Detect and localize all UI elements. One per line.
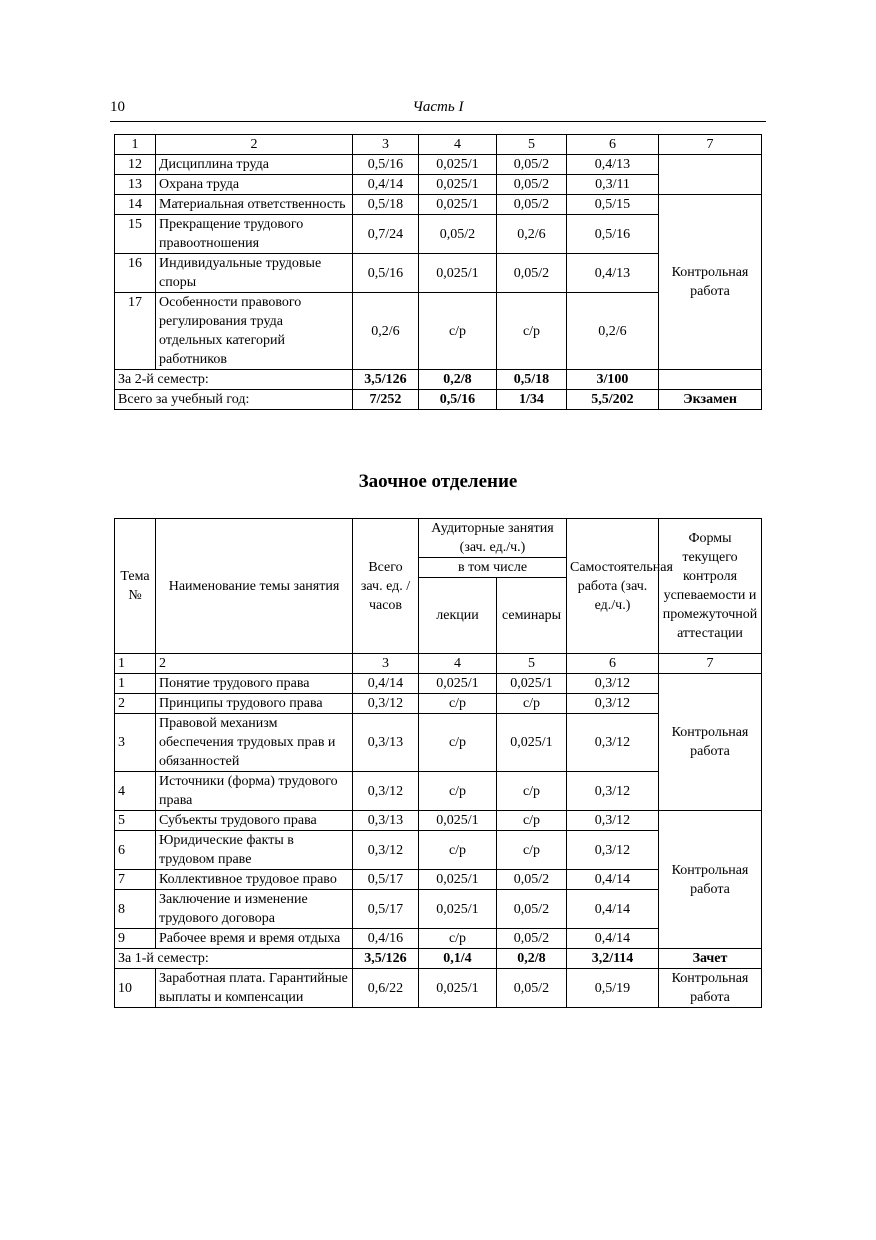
cell-lectures: с/р xyxy=(419,929,497,949)
cell-total: 0,3/12 xyxy=(353,831,419,870)
header-cell: 7 xyxy=(659,654,762,674)
control-form-cell-empty xyxy=(659,155,762,195)
topic-number: 14 xyxy=(115,195,156,215)
cell-seminars: 0,2/8 xyxy=(497,949,567,969)
cell-self-study: 0,3/12 xyxy=(567,811,659,831)
cell-seminars: с/р xyxy=(497,772,567,811)
cell-total: 0,4/16 xyxy=(353,929,419,949)
topic-number: 7 xyxy=(115,870,156,890)
cell-seminars: 0,05/2 xyxy=(497,155,567,175)
cell-seminars: 0,025/1 xyxy=(497,714,567,772)
header-lectures: лекции xyxy=(419,578,497,654)
cell-lectures: 0,025/1 xyxy=(419,155,497,175)
year-total-row xyxy=(115,390,762,410)
header-including: в том числе xyxy=(419,558,567,578)
cell-self-study: 0,3/12 xyxy=(567,714,659,772)
cell-total: 7/252 xyxy=(353,390,419,410)
header-classroom: Аудиторные занятия (зач. ед./ч.) xyxy=(419,519,567,558)
cell-lectures: с/р xyxy=(419,831,497,870)
cell-total: 0,5/17 xyxy=(353,890,419,929)
control-form-cell: Экзамен xyxy=(659,390,762,410)
cell-self-study: 0,4/14 xyxy=(567,890,659,929)
cell-self-study: 0,4/13 xyxy=(567,254,659,293)
table-row xyxy=(115,155,762,175)
control-form-cell: Контрольная работа xyxy=(659,195,762,370)
cell-lectures: 0,025/1 xyxy=(419,195,497,215)
year-label: Всего за учебный год: xyxy=(115,390,353,410)
cell-lectures: 0,5/16 xyxy=(419,390,497,410)
table-header-row xyxy=(115,135,762,155)
page-number: 10 xyxy=(110,99,125,115)
table-correspondence xyxy=(114,518,762,1008)
cell-seminars: 1/34 xyxy=(497,390,567,410)
cell-seminars: 0,05/2 xyxy=(497,929,567,949)
cell-self-study: 0,5/19 xyxy=(567,969,659,1008)
cell-seminars: с/р xyxy=(497,694,567,714)
header-seminars: семинары xyxy=(497,578,567,654)
topic-name: Понятие трудового права xyxy=(156,674,353,694)
topic-name: Правовой механизм обеспечения трудовых прав и обязанностей xyxy=(156,714,353,772)
control-form-cell: Контрольная работа xyxy=(659,811,762,949)
cell-seminars: 0,5/18 xyxy=(497,370,567,390)
control-form-cell: Контрольная работа xyxy=(659,969,762,1008)
topic-name: Юридические факты в трудовом праве xyxy=(156,831,353,870)
header-cell: 5 xyxy=(497,654,567,674)
cell-total: 0,3/13 xyxy=(353,714,419,772)
cell-self-study: 0,4/14 xyxy=(567,929,659,949)
topic-number: 9 xyxy=(115,929,156,949)
cell-lectures: 0,025/1 xyxy=(419,870,497,890)
cell-seminars: 0,2/6 xyxy=(497,215,567,254)
cell-seminars: 0,025/1 xyxy=(497,674,567,694)
header-cell: 6 xyxy=(567,135,659,155)
cell-total: 0,5/17 xyxy=(353,870,419,890)
table-row xyxy=(115,811,762,831)
topic-name: Индивидуальные трудовые споры xyxy=(156,254,353,293)
topic-name: Источники (форма) трудового права xyxy=(156,772,353,811)
topic-name: Охрана труда xyxy=(156,175,353,195)
cell-lectures: 0,025/1 xyxy=(419,969,497,1008)
cell-self-study: 0,2/6 xyxy=(567,293,659,370)
control-form-cell: Зачет xyxy=(659,949,762,969)
cell-seminars: 0,05/2 xyxy=(497,254,567,293)
semester-label: За 1-й семестр: xyxy=(115,949,353,969)
cell-lectures: 0,2/8 xyxy=(419,370,497,390)
topic-number: 17 xyxy=(115,293,156,370)
cell-seminars: 0,05/2 xyxy=(497,195,567,215)
header-self-study: Самостоятельная работа (зач. ед./ч.) xyxy=(567,519,659,654)
cell-self-study: 0,5/15 xyxy=(567,195,659,215)
header-cell: 4 xyxy=(419,654,497,674)
cell-lectures: с/р xyxy=(419,293,497,370)
cell-self-study: 0,3/12 xyxy=(567,831,659,870)
topic-number: 1 xyxy=(115,674,156,694)
table-row xyxy=(115,674,762,694)
header-cell: 2 xyxy=(156,135,353,155)
control-form-cell: Контрольная работа xyxy=(659,674,762,811)
cell-lectures: 0,1/4 xyxy=(419,949,497,969)
cell-self-study: 0,3/12 xyxy=(567,674,659,694)
cell-self-study: 0,3/12 xyxy=(567,694,659,714)
cell-total: 3,5/126 xyxy=(353,949,419,969)
table-row xyxy=(115,969,762,1008)
header-control-forms: Формы текущего контроля успеваемости и промежуточной аттестации xyxy=(659,519,762,654)
topic-number: 3 xyxy=(115,714,156,772)
header-cell: 3 xyxy=(353,654,419,674)
topic-name: Рабочее время и время отдыха xyxy=(156,929,353,949)
cell-total: 3,5/126 xyxy=(353,370,419,390)
topic-number: 10 xyxy=(115,969,156,1008)
topic-number: 16 xyxy=(115,254,156,293)
header-topic-number: Тема № xyxy=(115,519,156,654)
header-cell: 5 xyxy=(497,135,567,155)
cell-seminars: с/р xyxy=(497,811,567,831)
topic-number: 15 xyxy=(115,215,156,254)
cell-lectures: 0,025/1 xyxy=(419,674,497,694)
cell-total: 0,3/13 xyxy=(353,811,419,831)
header-cell: 6 xyxy=(567,654,659,674)
topic-name: Особенности правового регулирования труда отдельных категорий работников xyxy=(156,293,353,370)
topic-name: Субъекты трудового права xyxy=(156,811,353,831)
cell-total: 0,6/22 xyxy=(353,969,419,1008)
cell-total: 0,3/12 xyxy=(353,694,419,714)
topic-number: 5 xyxy=(115,811,156,831)
cell-self-study: 0,4/13 xyxy=(567,155,659,175)
section-title: Заочное отделение xyxy=(358,471,518,492)
cell-lectures: с/р xyxy=(419,694,497,714)
header-cell: 1 xyxy=(115,654,156,674)
cell-seminars: 0,05/2 xyxy=(497,890,567,929)
topic-number: 6 xyxy=(115,831,156,870)
header-cell: 7 xyxy=(659,135,762,155)
header-total: Всего зач. ед. /часов xyxy=(353,519,419,654)
table-full-time-continued xyxy=(114,134,762,410)
topic-number: 8 xyxy=(115,890,156,929)
cell-seminars: 0,05/2 xyxy=(497,175,567,195)
running-title: Часть I xyxy=(412,99,464,115)
cell-seminars: 0,05/2 xyxy=(497,870,567,890)
table-row xyxy=(115,195,762,215)
cell-self-study: 5,5/202 xyxy=(567,390,659,410)
cell-total: 0,7/24 xyxy=(353,215,419,254)
topic-number: 12 xyxy=(115,155,156,175)
topic-name: Принципы трудового права xyxy=(156,694,353,714)
column-number-row xyxy=(115,654,762,674)
topic-name: Прекращение трудового правоотношения xyxy=(156,215,353,254)
header-cell: 3 xyxy=(353,135,419,155)
topic-name: Дисциплина труда xyxy=(156,155,353,175)
cell-lectures: 0,025/1 xyxy=(419,811,497,831)
semester-total-row xyxy=(115,370,762,390)
cell-total: 0,5/18 xyxy=(353,195,419,215)
header-cell: 4 xyxy=(419,135,497,155)
cell-seminars: 0,05/2 xyxy=(497,969,567,1008)
cell-total: 0,3/12 xyxy=(353,772,419,811)
cell-lectures: с/р xyxy=(419,772,497,811)
cell-self-study: 0,3/12 xyxy=(567,772,659,811)
cell-lectures: 0,05/2 xyxy=(419,215,497,254)
cell-total: 0,4/14 xyxy=(353,175,419,195)
cell-self-study: 3/100 xyxy=(567,370,659,390)
table-header-row xyxy=(115,519,762,558)
header-topic-name: Наименование темы занятия xyxy=(156,519,353,654)
topic-number: 13 xyxy=(115,175,156,195)
topic-name: Материальная ответственность xyxy=(156,195,353,215)
semester-total-row xyxy=(115,949,762,969)
cell-total: 0,2/6 xyxy=(353,293,419,370)
control-form-cell-empty xyxy=(659,370,762,390)
cell-total: 0,5/16 xyxy=(353,254,419,293)
topic-name: Заработная плата. Гарантийные выплаты и компенсации xyxy=(156,969,353,1008)
cell-self-study: 0,3/11 xyxy=(567,175,659,195)
cell-lectures: 0,025/1 xyxy=(419,175,497,195)
header-cell: 1 xyxy=(115,135,156,155)
cell-lectures: 0,025/1 xyxy=(419,254,497,293)
cell-self-study: 0,4/14 xyxy=(567,870,659,890)
cell-total: 0,5/16 xyxy=(353,155,419,175)
cell-lectures: 0,025/1 xyxy=(419,890,497,929)
topic-name: Коллективное трудовое право xyxy=(156,870,353,890)
page-header xyxy=(110,99,766,122)
semester-label: За 2-й семестр: xyxy=(115,370,353,390)
topic-name: Заключение и изменение трудового договора xyxy=(156,890,353,929)
cell-seminars: с/р xyxy=(497,293,567,370)
cell-self-study: 0,5/16 xyxy=(567,215,659,254)
cell-self-study: 3,2/114 xyxy=(567,949,659,969)
cell-total: 0,4/14 xyxy=(353,674,419,694)
cell-lectures: с/р xyxy=(419,714,497,772)
header-cell: 2 xyxy=(156,654,353,674)
cell-seminars: с/р xyxy=(497,831,567,870)
topic-number: 2 xyxy=(115,694,156,714)
topic-number: 4 xyxy=(115,772,156,811)
